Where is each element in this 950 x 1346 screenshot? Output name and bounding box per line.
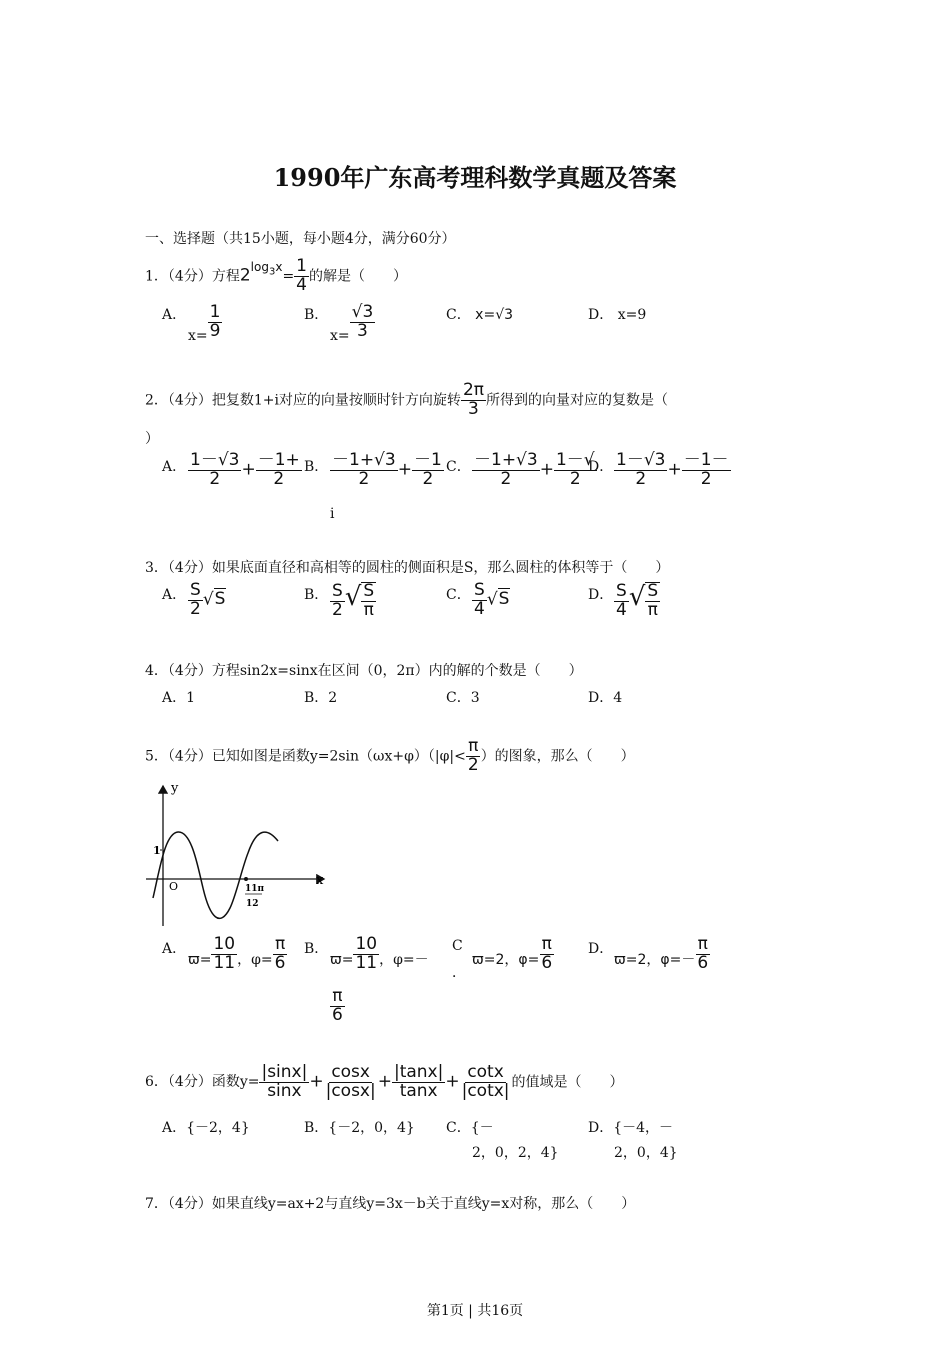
q1-stem: 1．（4分）方程 (145, 268, 240, 285)
q4-option-b[interactable]: B．2 (304, 690, 338, 706)
q5-option-c-dot: ． (452, 965, 466, 981)
q2-option-b[interactable]: B． (304, 459, 329, 475)
x-tick-point (244, 877, 248, 881)
y-value-one: 1 (153, 844, 161, 857)
q4-option-a[interactable]: A．1 (162, 690, 196, 706)
q4-option-c[interactable]: C．3 (446, 690, 480, 706)
q3-option-c[interactable]: C． (446, 587, 471, 603)
q5-option-d[interactable]: D． (588, 941, 614, 957)
question-4: 4．（4分）方程sin2x=sinx在区间（0，2π）内的解的个数是（ ） (145, 663, 583, 679)
question-1: 1．（4分）方程$2^{log_3x}=$ $\frac{1}{4}$ 的解是（ ） (145, 256, 407, 295)
q3-option-b-value: $\frac{S}{2}$ √ $\frac{S}{\pi}$ (332, 580, 375, 620)
q6-option-d-cont: 2，0，4} (614, 1145, 678, 1161)
sine-curve (153, 832, 278, 918)
q6-option-c[interactable]: C．{－ (446, 1120, 494, 1136)
q5-option-d-value: ϖ=2，φ=－ $\frac{\pi}{6}$ (614, 934, 709, 973)
q1-option-b[interactable]: B． (304, 307, 329, 323)
q5-sine-graph (140, 778, 335, 928)
q3-option-c-value: $\frac{S}{4}$ √S (474, 580, 510, 619)
q2-option-b-value: $\frac{-1+√3}{2}$ + $\frac{-1}{2}$ (332, 450, 442, 489)
q2-option-d-value: $\frac{1-√3}{2}$ + $\frac{-1-}{2}$ (616, 450, 729, 489)
question-2: 2．（4分）把复数1+i对应的向量按顺时针方向旋转 $\frac{2\pi}{3}$ 所得到的向量对应的复数是（ (145, 380, 668, 419)
x-axis-label: x (316, 873, 324, 888)
q1-option-d[interactable]: D． x=9 (588, 307, 647, 323)
q1-fraction: $\frac{1}{4}$ (296, 256, 307, 295)
q6-option-a[interactable]: A．{－2，4} (162, 1120, 250, 1136)
q1-option-b-value: x= $\frac{√3}{3}$ (330, 302, 374, 345)
q3-option-b[interactable]: B． (304, 587, 329, 603)
q5-option-a[interactable]: A． (162, 941, 187, 957)
q2-option-d[interactable]: D． (588, 459, 614, 475)
q3-option-a-value: $\frac{S}{2}$ √S (190, 580, 226, 619)
q6-option-b[interactable]: B．{－2，0，4} (304, 1120, 415, 1136)
q2-option-c[interactable]: C． (446, 459, 471, 475)
q6-option-d[interactable]: D．{－4，－ (588, 1120, 674, 1136)
q5-option-c-value: ϖ=2，φ= $\frac{\pi}{6}$ (472, 934, 553, 973)
q3-option-d-value: $\frac{S}{4}$ √ $\frac{S}{\pi}$ (616, 580, 659, 620)
q2-option-c-value: $\frac{-1+√3}{2}$ + $\frac{1-√}{2}$ (474, 450, 595, 489)
q2-option-a[interactable]: A． (162, 459, 187, 475)
origin-label: O (169, 880, 179, 893)
q5-option-b[interactable]: B． (304, 941, 329, 957)
section-header: 一、选择题（共15小题，每小题4分，满分60分） (145, 231, 456, 247)
y-axis-label: y (171, 781, 179, 796)
q1-option-c[interactable]: C． x=√3 (446, 307, 514, 323)
q5-option-b-value: ϖ= $\frac{10}{11}$ ，φ=－ (330, 934, 429, 973)
q2-option-a-value: $\frac{1-√3}{2}$ + $\frac{-1+}{2}$ (190, 450, 300, 489)
q5-option-b-phi-fraction: $\frac{\pi}{6}$ (332, 986, 343, 1025)
question-6: 6．（4分）函数y= $\frac{|\sin x|}{\sin x}$ + $\frac{\cos x}{|\cos x|}$ + $\frac{|\tan x|}{\tan x}$ + $\frac{\cot x}{|\cot x|}$ 的值域是（ ） (145, 1062, 624, 1101)
question-3: 3．（4分）如果底面直径和高相等的圆柱的侧面积是S，那么圆柱的体积等于（ ） (145, 560, 670, 576)
x-tick-numerator: 11π (245, 884, 265, 894)
q3-option-a[interactable]: A． (162, 587, 187, 603)
q3-option-d[interactable]: D． (588, 587, 614, 603)
q2-stem-close: ） (145, 431, 159, 447)
question-7: 7．（4分）如果直线y=ax+2与直线y=3x－b关于直线y=x对称，那么（ ） (145, 1196, 636, 1212)
q1-option-a-value: x= $\frac{1}{9}$ (188, 302, 221, 345)
q1-option-a[interactable]: A． (162, 307, 187, 323)
q4-option-d[interactable]: D．4 (588, 690, 623, 706)
page-title: 1990年广东高考理科数学真题及答案 (273, 163, 677, 192)
question-5: 5．（4分）已知如图是函数y=2sin（ωx+φ）（|φ|< $\frac{\pi}{2}$ ）的图象，那么（ ） (145, 736, 635, 775)
page-footer: 第1页 | 共16页 (426, 1303, 524, 1319)
x-tick-denominator: 12 (246, 899, 259, 909)
q5-option-a-value: ϖ= $\frac{10}{11}$ ，φ= $\frac{\pi}{6}$ (188, 934, 286, 973)
q6-option-c-cont: 2，0，2，4} (472, 1145, 559, 1161)
q2-option-b-i: i (330, 506, 335, 522)
q5-option-c[interactable]: C (452, 938, 463, 954)
